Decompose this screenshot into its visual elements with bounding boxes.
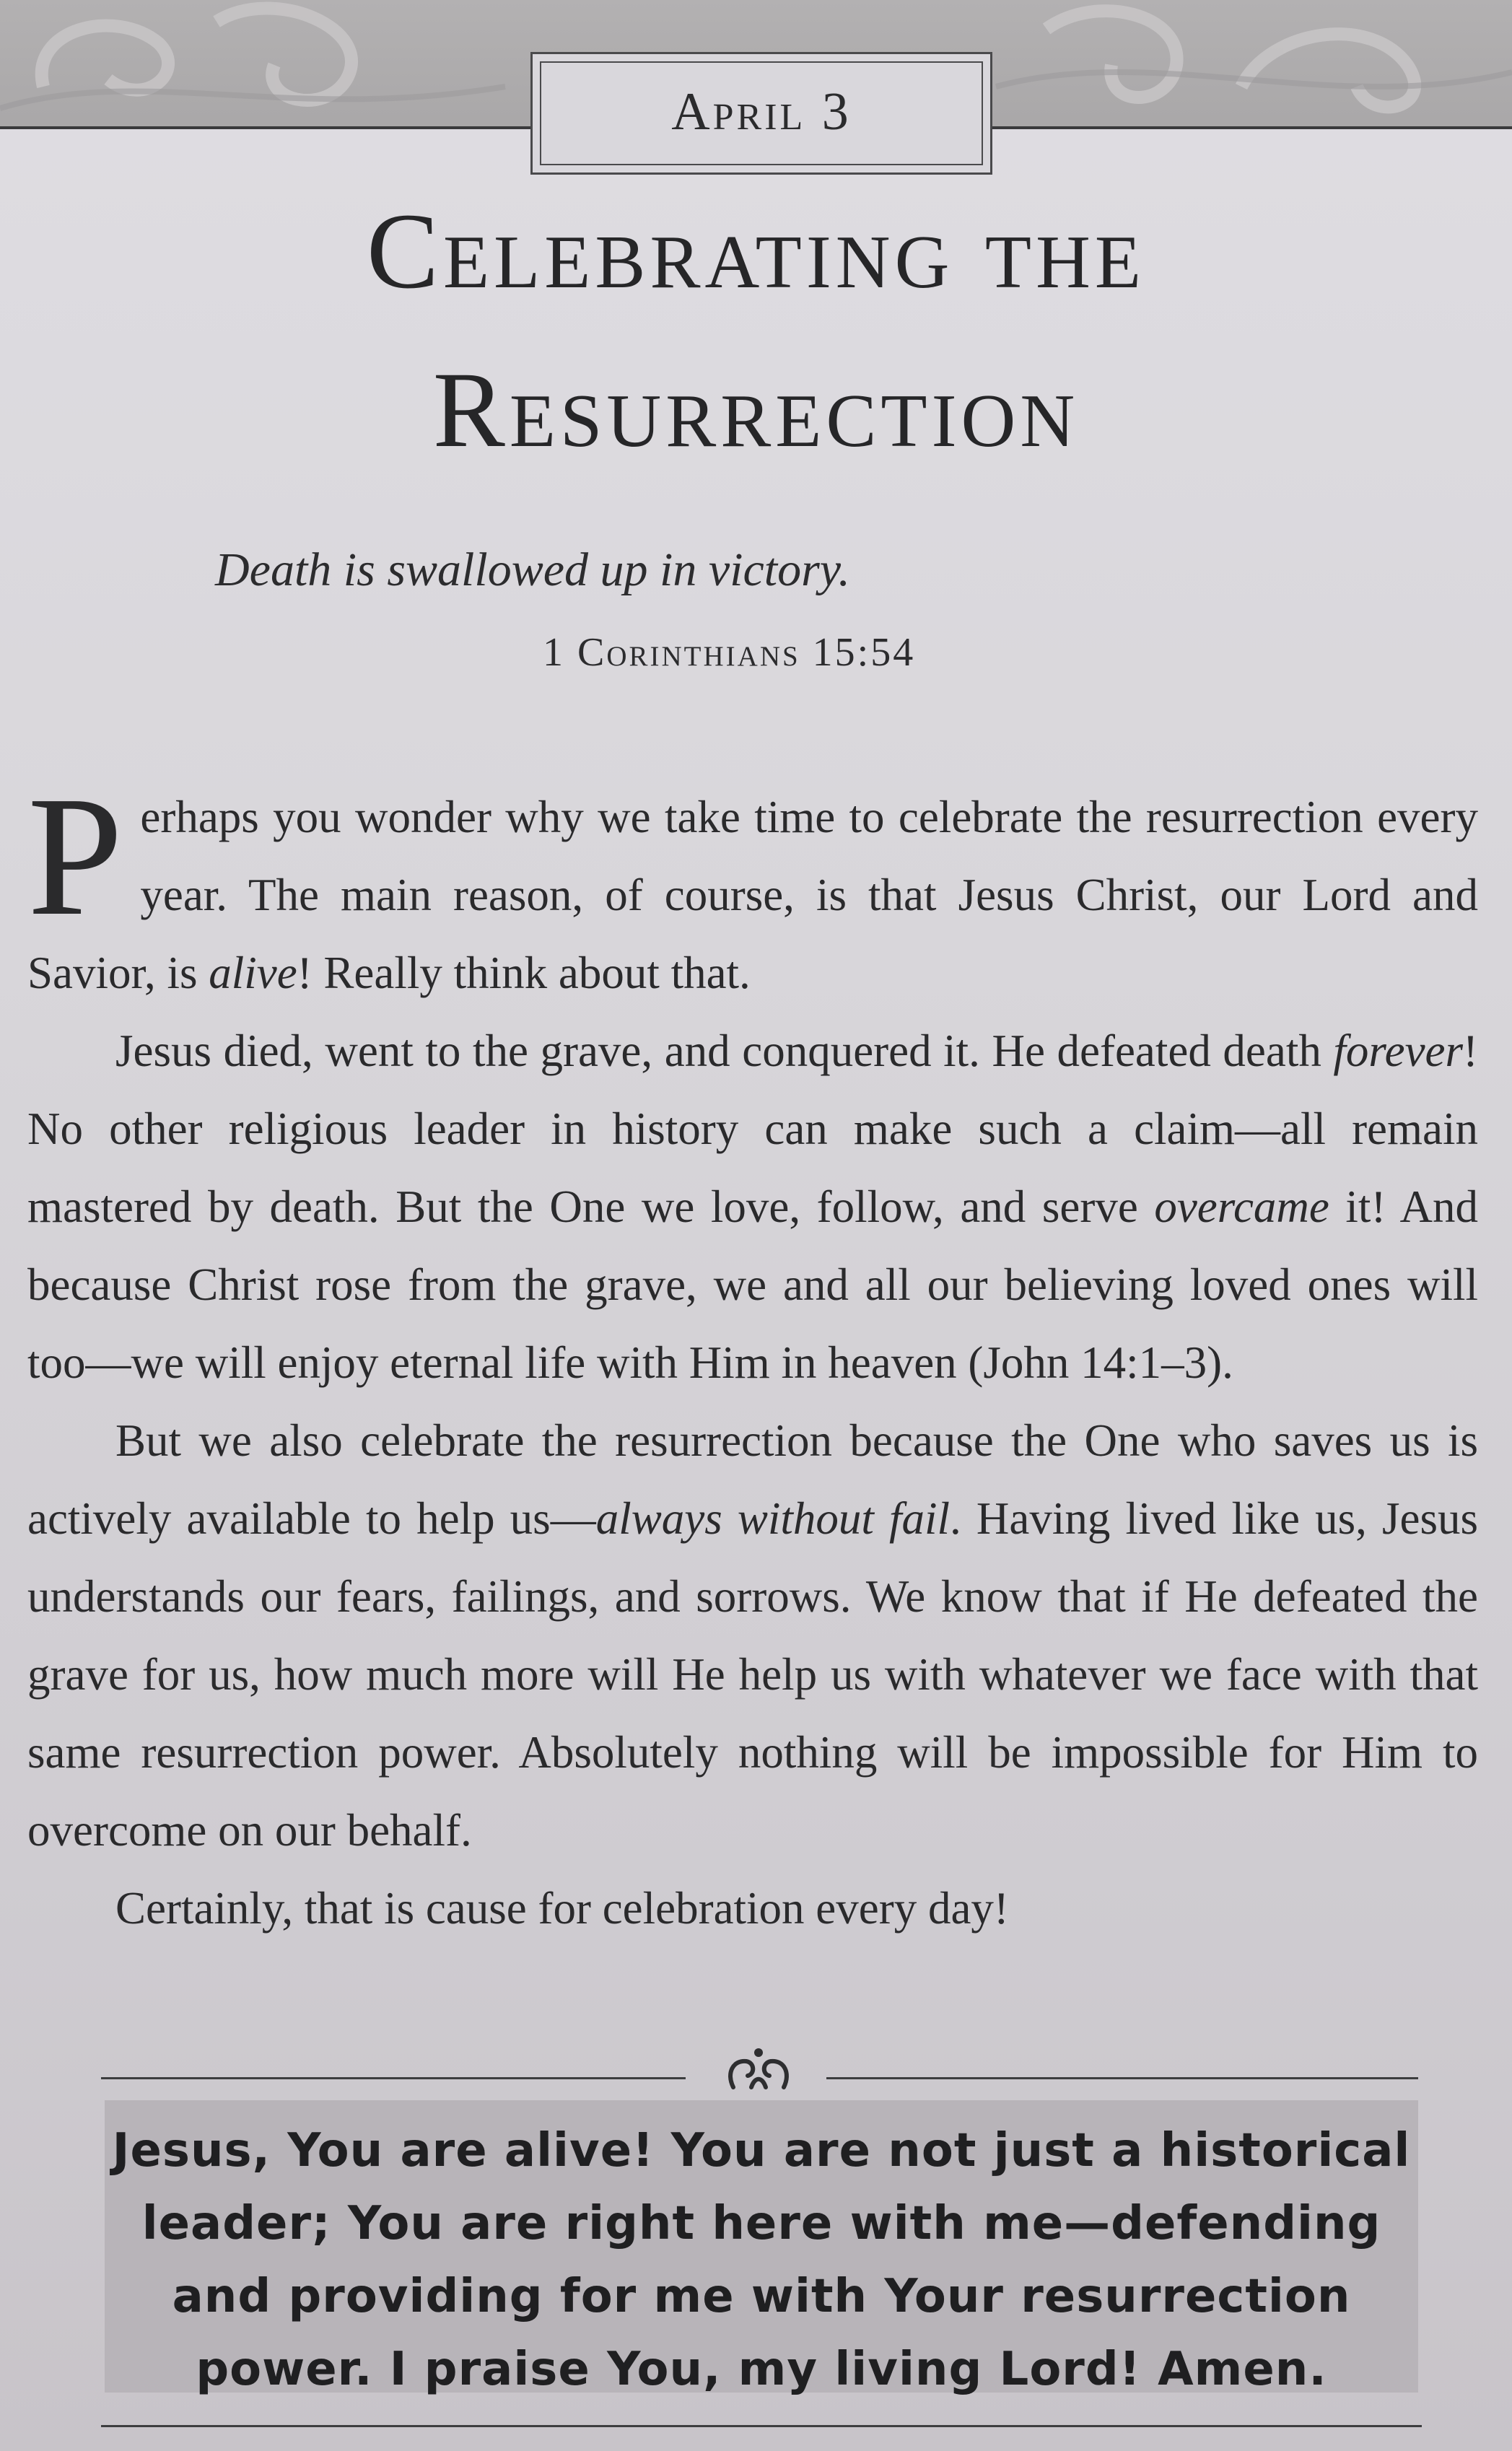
paragraph-3-emphasis: always without fail	[595, 1493, 950, 1544]
scripture-quote: Death is swallowed up in victory.	[215, 543, 850, 596]
paragraph-2-emphasis-b: overcame	[1154, 1181, 1329, 1232]
date-label: April 3	[671, 82, 852, 141]
date-label-box	[530, 52, 992, 175]
divider-rule-right	[826, 2077, 1418, 2079]
paragraph-3	[27, 1402, 1478, 1869]
paragraph-3-text-a: But we also celebrate the resurrection because the One who saves us is actively available to help us—	[27, 1415, 1478, 1544]
paragraph-1-emphasis: alive	[209, 948, 297, 998]
flourish-ornament-icon	[719, 2044, 798, 2094]
prayer-line-4: power. I praise You, my living Lord! Amen.	[196, 2343, 1327, 2396]
prayer-box	[105, 2100, 1418, 2396]
paragraph-2-text-a: Jesus died, went to the grave, and conquered it. He defeated death	[115, 1026, 1334, 1076]
page-title-line-2: Resurrection	[432, 350, 1080, 470]
drop-cap: P	[27, 761, 123, 951]
paragraph-2-emphasis-a: forever	[1333, 1026, 1464, 1076]
paragraph-1	[27, 761, 1478, 1012]
bottom-rule	[101, 2425, 1422, 2427]
prayer-text	[105, 2115, 1418, 2406]
prayer-line-2: leader; You are right here with me—defending	[141, 2197, 1381, 2250]
scripture-reference: 1 Corinthians 15:54	[543, 630, 916, 675]
paragraph-1-text-b: ! Really think about that.	[297, 948, 751, 998]
paragraph-3-text-b: . Having lived like us, Jesus understands our fears, failings, and sorrows. We know that if He defeated the grave for us, how much more will He help us with whatever we face with that same resurrection power. Absolutely nothing will be impossible for Him to overcome on our behalf.	[27, 1493, 1479, 1856]
paragraph-2-text-c: it! And because Christ rose from the grave, we and all our believing loved ones will too—we will enjoy eternal life with Him in heaven (John 14:1–3).	[27, 1181, 1478, 1388]
paragraph-1-text-a: erhaps you wonder why we take time to celebrate the resurrection every year. The main reason, of course, is that Jesus Christ, our Lord and Savior, is	[27, 792, 1478, 998]
prayer-line-3: and providing for me with Your resurrection	[172, 2270, 1351, 2323]
paragraph-2-text-b: ! No other religious leader in history can make such a claim—all remain mastered by death. But the One we love, follow, and serve	[27, 1026, 1478, 1232]
paragraph-2	[27, 1012, 1478, 1402]
divider-rule-left	[101, 2077, 686, 2079]
page-title-line-1: Celebrating the	[366, 191, 1146, 311]
prayer-line-1: Jesus, You are alive! You are not just a historical	[112, 2124, 1411, 2177]
paragraph-4: Certainly, that is cause for celebration every day!	[115, 1883, 1009, 1934]
devotional-body	[27, 761, 1479, 1947]
